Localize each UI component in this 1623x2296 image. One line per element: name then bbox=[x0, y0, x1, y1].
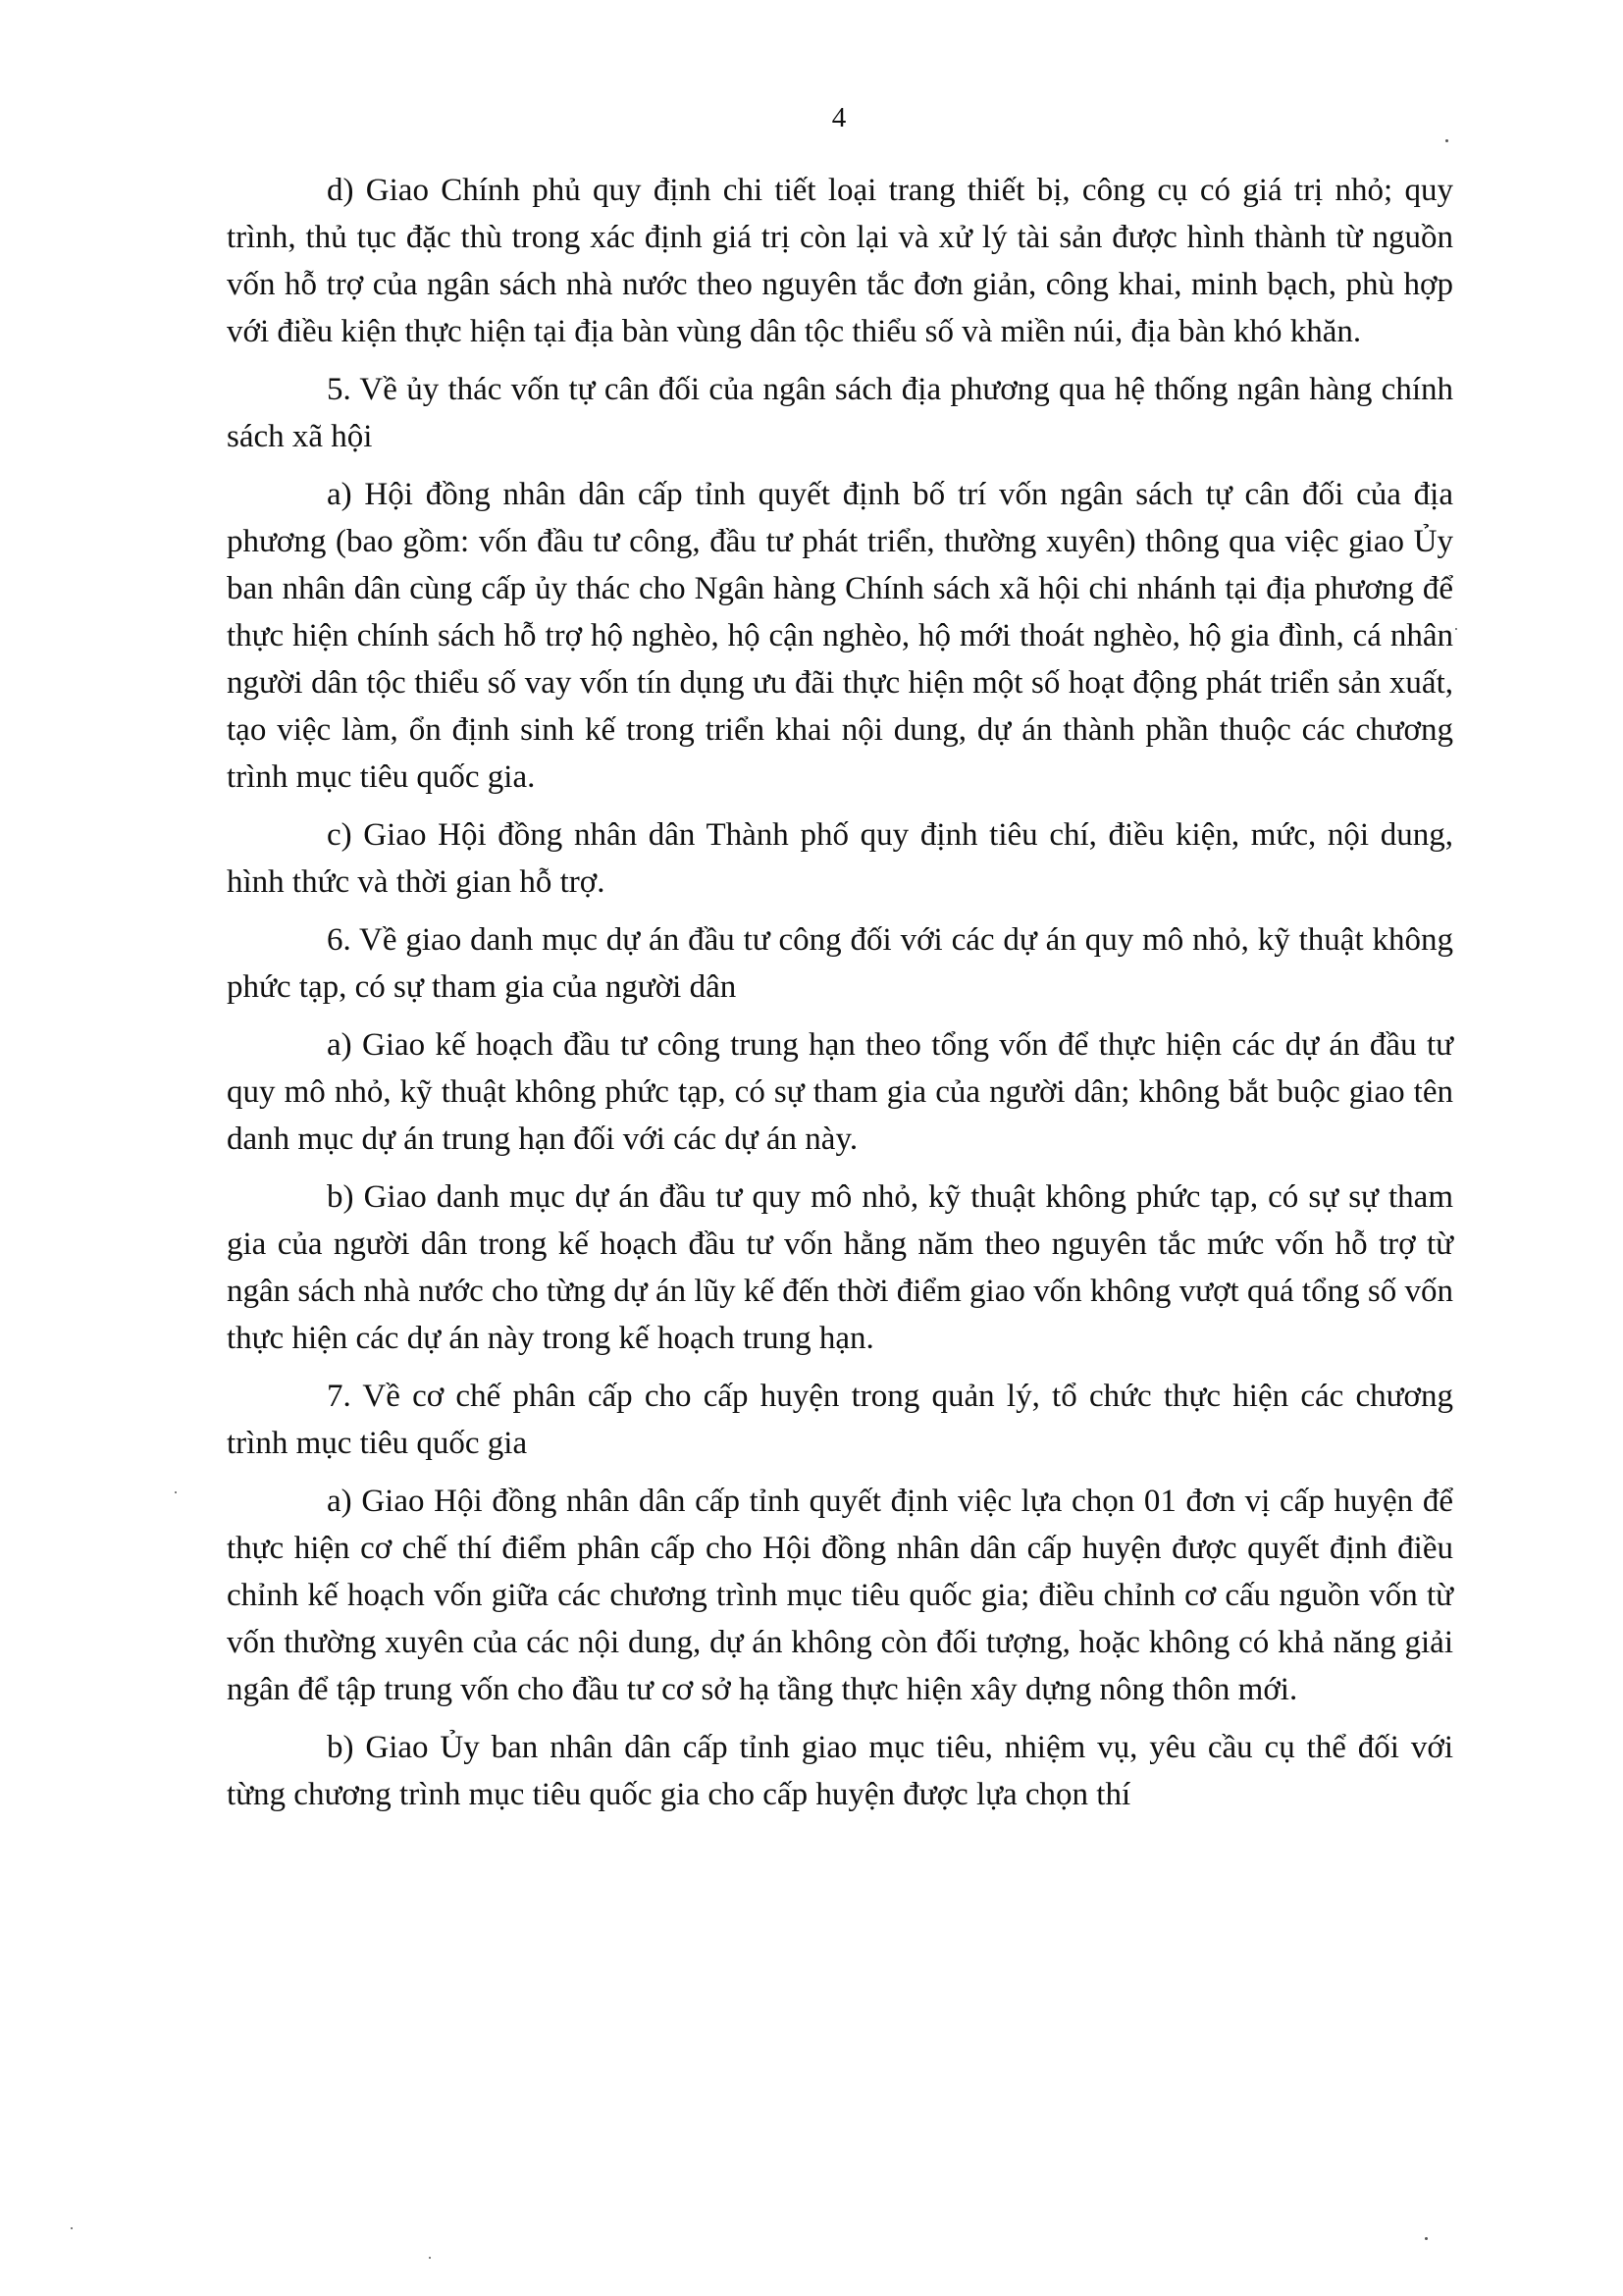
paragraph-7a: a) Giao Hội đồng nhân dân cấp tỉnh quyết định việc lựa chọn 01 đơn vị cấp huyện để thực hiện cơ chế thí điểm phân cấp cho Hội đồng nhân dân cấp huyện được quyết định điều chỉnh kế hoạch vốn giữa các chương trình mục tiêu quốc gia; điều chỉnh cơ cấu nguồn vốn từ vốn thường xuyên của các nội dung, dự án không còn đối tượng, hoặc không có khả năng giải ngân để tập trung vốn cho đầu tư cơ sở hạ tầng thực hiện xây dựng nông thôn mới. bbox=[227, 1484, 1453, 1707]
scan-speck bbox=[429, 2257, 431, 2259]
scan-speck bbox=[1455, 628, 1457, 630]
document-body bbox=[227, 167, 1453, 1829]
paragraph-6a: a) Giao kế hoạch đầu tư công trung hạn theo tổng vốn để thực hiện các dự án đầu tư quy mô nhỏ, kỹ thuật không phức tạp, có sự tham gia của người dân; không bắt buộc giao tên danh mục dự án trung hạn đối với các dự án này. bbox=[227, 1027, 1453, 1157]
scan-speck bbox=[175, 1491, 177, 1493]
heading-5: 5. Về ủy thác vốn tự cân đối của ngân sách địa phương qua hệ thống ngân hàng chính sách xã hội bbox=[227, 372, 1453, 454]
paragraph-5a: a) Hội đồng nhân dân cấp tỉnh quyết định bố trí vốn ngân sách tự cân đối của địa phương (bao gồm: vốn đầu tư công, đầu tư phát triển, thường xuyên) thông qua việc giao Ủy ban nhân dân cùng cấp ủy thác cho Ngân hàng Chính sách xã hội chi nhánh tại địa phương để thực hiện chính sách hỗ trợ hộ nghèo, hộ cận nghèo, hộ mới thoát nghèo, hộ gia đình, cá nhân người dân tộc thiểu số vay vốn tín dụng ưu đãi thực hiện một số hoạt động phát triển sản xuất, tạo việc làm, ổn định sinh kế trong triển khai nội dung, dự án thành phần thuộc các chương trình mục tiêu quốc gia. bbox=[227, 477, 1453, 795]
heading-6: 6. Về giao danh mục dự án đầu tư công đối với các dự án quy mô nhỏ, kỹ thuật không phức tạp, có sự tham gia của người dân bbox=[227, 922, 1453, 1005]
scan-speck bbox=[1425, 2237, 1428, 2240]
paragraph-4d: d) Giao Chính phủ quy định chi tiết loại trang thiết bị, công cụ có giá trị nhỏ; quy trình, thủ tục đặc thù trong xác định giá trị còn lại và xử lý tài sản được hình thành từ nguồn vốn hỗ trợ của ngân sách nhà nước theo nguyên tắc đơn giản, công khai, minh bạch, phù hợp với điều kiện thực hiện tại địa bàn vùng dân tộc thiểu số và miền núi, địa bàn khó khăn. bbox=[227, 173, 1453, 349]
paragraph-7b: b) Giao Ủy ban nhân dân cấp tỉnh giao mục tiêu, nhiệm vụ, yêu cầu cụ thể đối với từng chương trình mục tiêu quốc gia cho cấp huyện được lựa chọn thí bbox=[227, 1730, 1453, 1812]
paragraph-6b: b) Giao danh mục dự án đầu tư quy mô nhỏ, kỹ thuật không phức tạp, có sự sự tham gia của người dân trong kế hoạch đầu tư vốn hằng năm theo nguyên tắc mức vốn hỗ trợ từ ngân sách nhà nước cho từng dự án lũy kế đến thời điểm giao vốn không vượt quá tổng số vốn thực hiện các dự án này trong kế hoạch trung hạn. bbox=[227, 1179, 1453, 1356]
paragraph-5c: c) Giao Hội đồng nhân dân Thành phố quy định tiêu chí, điều kiện, mức, nội dung, hình thức và thời gian hỗ trợ. bbox=[227, 817, 1453, 900]
scan-speck bbox=[1445, 139, 1448, 142]
heading-7: 7. Về cơ chế phân cấp cho cấp huyện trong quản lý, tổ chức thực hiện các chương trình mục tiêu quốc gia bbox=[227, 1379, 1453, 1461]
page-number: 4 bbox=[831, 102, 847, 133]
scan-speck bbox=[71, 2227, 73, 2229]
